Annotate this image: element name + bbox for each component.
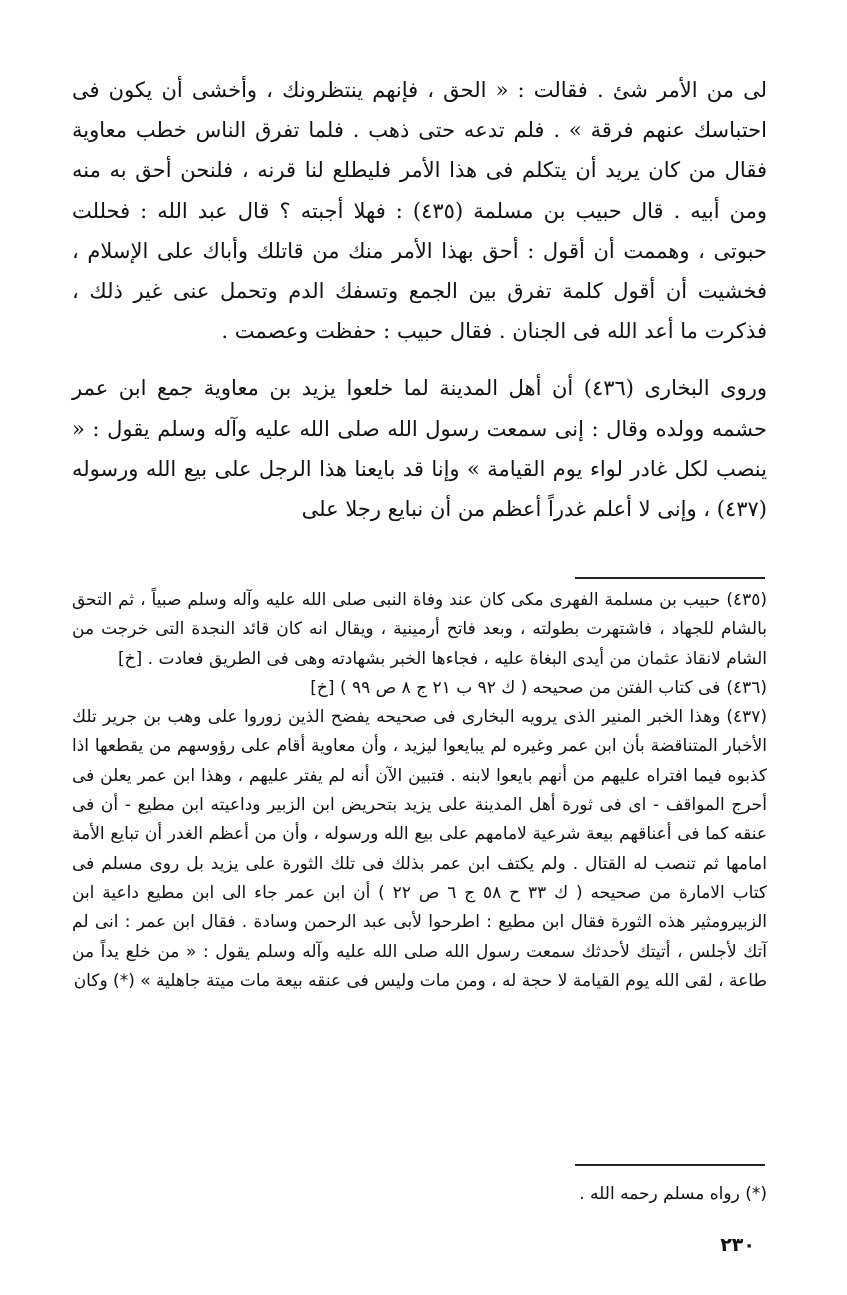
footnote-435: [72, 586, 767, 674]
footnote-number: (٤٣٦): [726, 677, 767, 698]
main-paragraph-1: لى من الأمر شئ . فقالت : « الحق ، فإنهم ينتظرونك ، وأخشى أن يكون فى احتباسك عنهم فرقة » . فلم تدعه حتى ذهب . فلما تفرق الناس خطب معاوية فقال من كان يريد أن يتكلم فى هذا الأمر فليطلع لنا قرنه ، فلنحن أحق به منه ومن أبيه . قال حبيب بن مسلمة (٤٣٥) : فهلا أجبته ؟ قال عبد الله : فحللت حبوتى ، وهممت أن أقول : أحق بهذا الأمر منك من قاتلك وأباك على الإسلام ، فخشيت أن أقول كلمة تفرق بين الجمع وتسفك الدم وتحمل عنى غير ذلك ، فذكرت ما أعد الله فى الجنان . فقال حبيب : حفظت وعصمت .: [72, 78, 767, 344]
footnote-437: [72, 703, 767, 996]
main-text: [72, 70, 767, 529]
footnote-text: وهذا الخبر المنير الذى يرويه البخارى فى صحيحه يفضح الذين زوروا على وهب بن جرير تلك الأخبار المتناقضة بأن ابن عمر وغيره لم يبايعوا ليزيد ، وأن معاوية أقام على رؤوسهم من يقطعها اذا كذبوه فيما افتراه عليهم من أنهم بايعوا لابنه . فتبين الآن أنه لم يفتر عليهم ، وهذا ابن عمر يعلن فى أحرج المواقف - اى فى ثورة أهل المدينة على يزيد بتحريض ابن الزبير وداعيته ابن مطيع - أن فى عنقه كما فى أعناقهم بيعة شرعية لامامهم على بيع الله ورسوله ، وأن من أعظم الغدر أن تبايع الأمة امامها ثم تنصب له القتال . ولم يكتف ابن عمر بذلك فى تلك الثورة على يزيد بل روى مسلم فى كتاب الامارة من صحيحه ( ك ٣٣ ح ٥٨ ج ٦ ص ٢٢ ) أن ابن عمر جاء الى ابن مطيع داعية ابن الزبيرومثير هذه الثورة فقال ابن مطيع : اطرحوا لأبى عبد الرحمن وسادة . فقال ابن عمر : انى لم آتك لأجلس ، أتيتك لأحدثك سمعت رسول الله صلى الله عليه وآله وسلم يقول : « من خلع يداً من طاعة ، لقى الله يوم القيامة لا حجة له ، ومن مات وليس فى عنقه بيعة مات ميتة جاهلية » (*) وكان: [72, 707, 767, 991]
footnote-number: (٤٣٥): [726, 590, 767, 610]
footnote-number: (٤٣٧): [726, 707, 767, 728]
main-paragraph-2: وروى البخارى (٤٣٦) أن أهل المدينة لما خلعوا يزيد بن معاوية جمع ابن عمر حشمه وولده وقال : إنى سمعت رسول الله صلى الله عليه وآله وسلم يقول : « ينصب لكل غادر لواء يوم القيامة » وإنا قد بايعنا هذا الرجل على بيع الله ورسوله (٤٣٧) ، وإنى لا أعلم غدراً أعظم من أن نبايع رجلا على: [72, 376, 767, 522]
footnotes: [72, 586, 767, 996]
footnote-436: [72, 674, 767, 703]
extra-note-separator: [575, 1164, 765, 1166]
footnote-separator: [575, 577, 765, 579]
page-number: ٢٣٠: [720, 1234, 755, 1256]
footnote-text: فى كتاب الفتن من صحيحه ( ك ٩٢ ب ٢١ ج ٨ ص ٩٩ ) [خ]: [310, 677, 721, 698]
asterisk-note: (*) رواه مسلم رحمه الله .: [579, 1184, 767, 1204]
footnote-text: حبيب بن مسلمة الفهرى مكى كان عند وفاة النبى صلى الله عليه وآله وسلم صبياً ، ثم التحق بالشام للجهاد ، فاشتهرت بطولته ، وبعد فاتح أرمينية ، ويقال انه كان قائد النجدة التى خرجت من الشام لانقاذ عثمان من أيدى البغاة عليه ، فجاءها الخبر بشهادته وهى فى الطريق فعادت . [خ]: [72, 590, 767, 669]
